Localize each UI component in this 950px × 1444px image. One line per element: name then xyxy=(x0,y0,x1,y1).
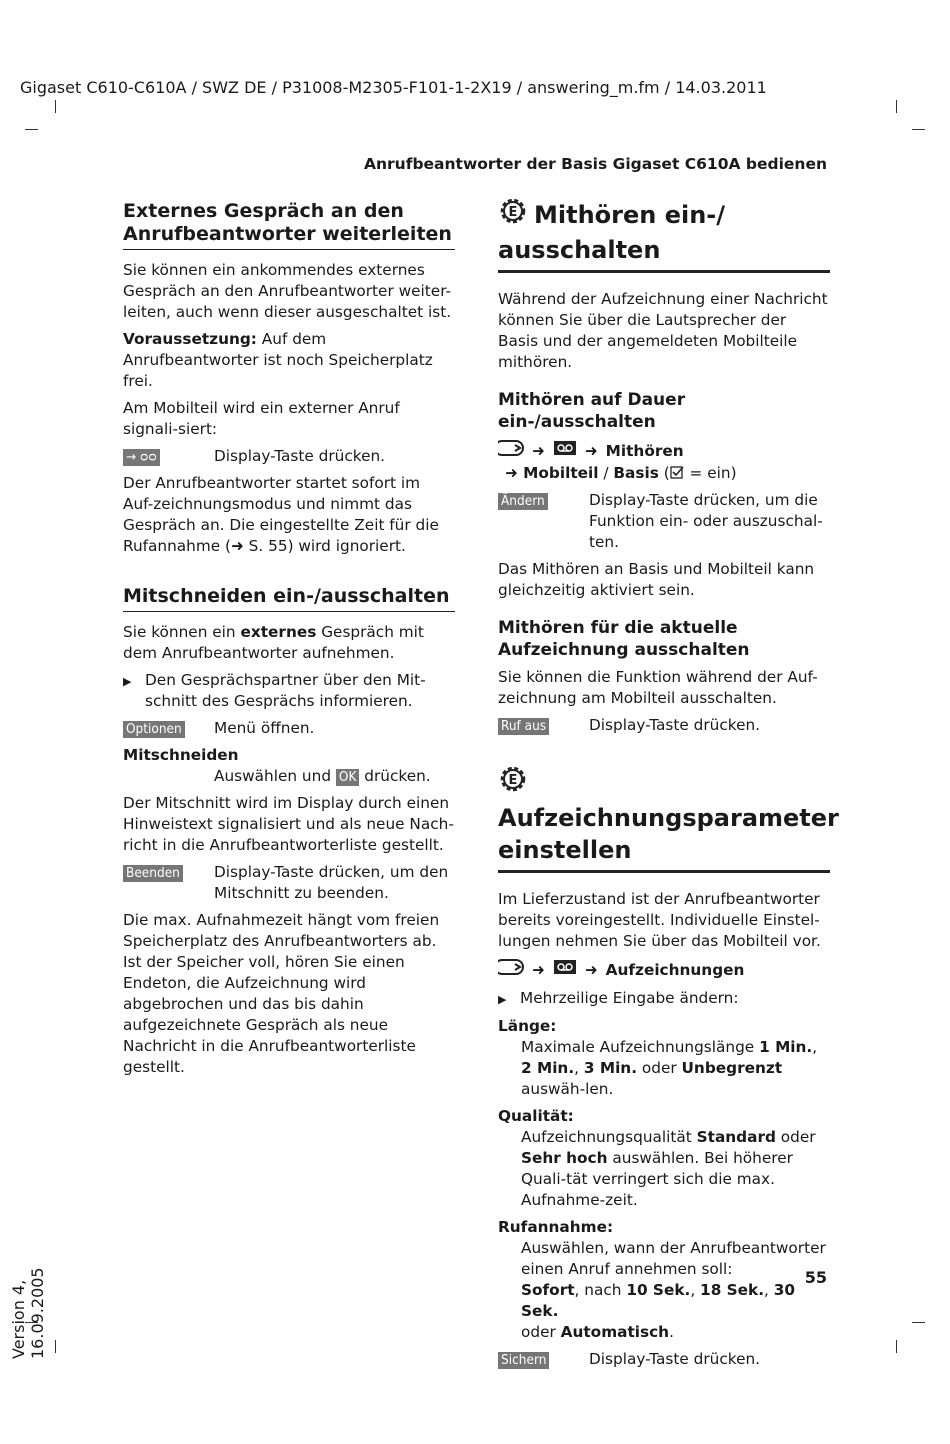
paragraph: Das Mithören an Basis und Mobilteil kann gleichzeitig aktiviert sein. xyxy=(498,560,815,599)
display-key-row xyxy=(123,718,455,739)
menu-key-icon xyxy=(498,439,524,463)
forward-to-answering-machine-key[interactable]: → ᴑᴑ xyxy=(123,449,160,466)
triangle-bullet-icon: ▶ xyxy=(498,993,507,1006)
running-title: Anrufbeantworter der Basis Gigaset C610A bedienen xyxy=(364,155,827,173)
field-description-call-acceptance: Auswählen, wann der Anrufbeantworter einen Anruf annehmen soll: Sofort, nach 10 Sek., 18 Sek., 30 Sek. oder Automatisch. xyxy=(521,1239,826,1341)
menu-path-second-line: ➜ Mobilteil / Basis ( = ein) xyxy=(505,464,737,482)
crop-mark xyxy=(896,1340,897,1353)
paragraph: Der Mitschnitt wird im Display durch einen Hinweistext signalisiert und als neue Nach-richt in die Anrufbeantworterliste gestellt. xyxy=(123,794,454,854)
crop-mark xyxy=(896,100,897,113)
field-label-call-acceptance: Rufannahme: xyxy=(498,1218,614,1236)
triangle-bullet-icon: ▶ xyxy=(123,675,132,688)
menu-key-icon xyxy=(498,958,524,982)
options-key[interactable]: Optionen xyxy=(123,721,185,738)
paragraph: Während der Aufzeichnung einer Nachricht können Sie über die Lautsprecher der Basis und der angemeldeten Mobilteile mithören. xyxy=(498,290,828,371)
field-label-length: Länge: xyxy=(498,1017,557,1035)
svg-text:E: E xyxy=(508,773,518,788)
save-key[interactable]: Sichern xyxy=(498,1352,549,1369)
crop-mark xyxy=(55,1340,56,1353)
change-key[interactable]: Ändern xyxy=(498,493,548,510)
display-key-row xyxy=(123,446,455,467)
menu-item-label: Mitschneiden xyxy=(123,746,239,764)
ok-key[interactable]: OK xyxy=(336,769,360,786)
paragraph: Der Anrufbeantworter startet sofort im Auf-zeichnungsmodus und nimmt das Gespräch an. Die eingestellte Zeit für die Rufannahme (➜ S. 55) wird ignoriert. xyxy=(123,474,439,555)
answering-machine-icon xyxy=(553,440,577,462)
base-settings-icon xyxy=(498,764,528,802)
key-description: Menü öffnen. xyxy=(214,719,315,737)
page-number: 55 xyxy=(804,1268,827,1287)
paragraph: Sie können ein externes Gespräch mit dem Anrufbeantworter aufnehmen. xyxy=(123,623,424,662)
key-description: Display-Taste drücken, um den Mitschnitt zu beenden. xyxy=(214,863,449,902)
menu-path xyxy=(498,958,830,982)
paragraph: Im Lieferzustand ist der Anrufbeantworter bereits voreingestellt. Individuelle Einstel-lungen nehmen Sie über das Mobilteil vor. xyxy=(498,890,821,950)
paragraph: Sie können ein ankommendes externes Gespräch an den Anrufbeantworter weiter-leiten, auch wenn dieser ausgeschaltet ist. xyxy=(123,261,452,321)
section-title-forward-call: Externes Gespräch an den Anrufbeantworter weiterleiten xyxy=(123,200,455,250)
subsection-title: Mithören für die aktuelle Aufzeichnung ausschalten xyxy=(498,618,750,660)
list-item: ▶ Mehrzeilige Eingabe ändern: xyxy=(498,988,830,1010)
requirement-text: Auf dem Anrufbeantworter ist noch Speicherplatz frei. xyxy=(123,330,433,390)
arrow-icon: ➜ xyxy=(584,960,598,979)
arrow-icon: ➜ xyxy=(532,441,545,460)
paragraph-requirement xyxy=(123,329,455,392)
paragraph: Die max. Aufnahmezeit hängt vom freien Speicherplatz des Anrufbeantworters ab. Ist der Speicher voll, hören Sie einen Endeton, die Aufzeichnung wird abgebrochen und das bis dahin aufgezeichnete Gespräch als neue Nachricht in die Anrufbeantworterliste gestellt. xyxy=(123,911,440,1076)
section-title-monitoring: E Mithören ein-/ ausschalten xyxy=(498,196,830,273)
field-description-quality: Aufzeichnungsqualität Standard oder Sehr hoch auswählen. Bei höherer Quali-tät verringert sich die max. Aufnahme-zeit. xyxy=(521,1128,816,1209)
menu-item-recordings: Aufzeichnungen xyxy=(605,960,745,979)
list-item: ▶ Den Gesprächspartner über den Mit-schnitt des Gesprächs informieren. xyxy=(123,671,426,710)
section-title-recording-parameters: E Aufzeichnungsparameter einstellen xyxy=(498,764,830,873)
key-description: Display-Taste drücken, um die Funktion ein- oder auszuschal-ten. xyxy=(589,491,823,551)
crop-mark xyxy=(25,129,38,130)
base-settings-icon xyxy=(498,196,528,234)
display-key-row xyxy=(498,490,830,553)
key-description: Display-Taste drücken. xyxy=(589,1350,761,1368)
document-header-line: Gigaset C610-C610A / SWZ DE / P31008-M2305-F101-1-2X19 / answering_m.fm / 14.03.2011 xyxy=(20,78,767,97)
call-off-key[interactable]: Ruf aus xyxy=(498,718,549,735)
crop-mark xyxy=(912,129,925,130)
crop-mark xyxy=(55,100,56,113)
crop-mark xyxy=(912,1322,925,1323)
checkbox-checked-icon xyxy=(670,464,685,482)
menu-item-monitoring: Mithören xyxy=(605,441,684,460)
select-instruction: Auswählen und OK drücken. xyxy=(214,767,431,785)
display-key-row xyxy=(498,715,830,736)
subsection-title: Mithören auf Dauer ein-/ausschalten xyxy=(498,390,686,432)
answering-machine-icon xyxy=(553,959,577,981)
field-label-quality: Qualität: xyxy=(498,1107,574,1125)
section-title-recording: Mitschneiden ein-/ausschalten xyxy=(123,585,455,612)
arrow-icon: ➜ xyxy=(584,441,598,460)
version-note: Version 4, 16.09.2005 xyxy=(9,1267,47,1359)
arrow-icon: ➜ xyxy=(532,960,545,979)
left-column xyxy=(123,200,455,1078)
svg-text:E: E xyxy=(508,205,518,220)
field-description-length: Maximale Aufzeichnungslänge 1 Min., 2 Min., 3 Min. oder Unbegrenzt auswäh-len. xyxy=(521,1038,818,1098)
key-description: Display-Taste drücken. xyxy=(589,716,761,734)
key-description: Display-Taste drücken. xyxy=(214,447,386,465)
right-column xyxy=(498,196,839,1370)
paragraph: Sie können die Funktion während der Auf-zeichnung am Mobilteil ausschalten. xyxy=(498,668,818,707)
menu-path xyxy=(498,439,830,463)
display-key-row xyxy=(498,1349,830,1370)
display-key-row xyxy=(123,862,455,904)
requirement-label: Voraussetzung: xyxy=(123,330,257,348)
end-key[interactable]: Beenden xyxy=(123,865,183,882)
paragraph: Am Mobilteil wird ein externer Anruf signali-siert: xyxy=(123,399,400,438)
